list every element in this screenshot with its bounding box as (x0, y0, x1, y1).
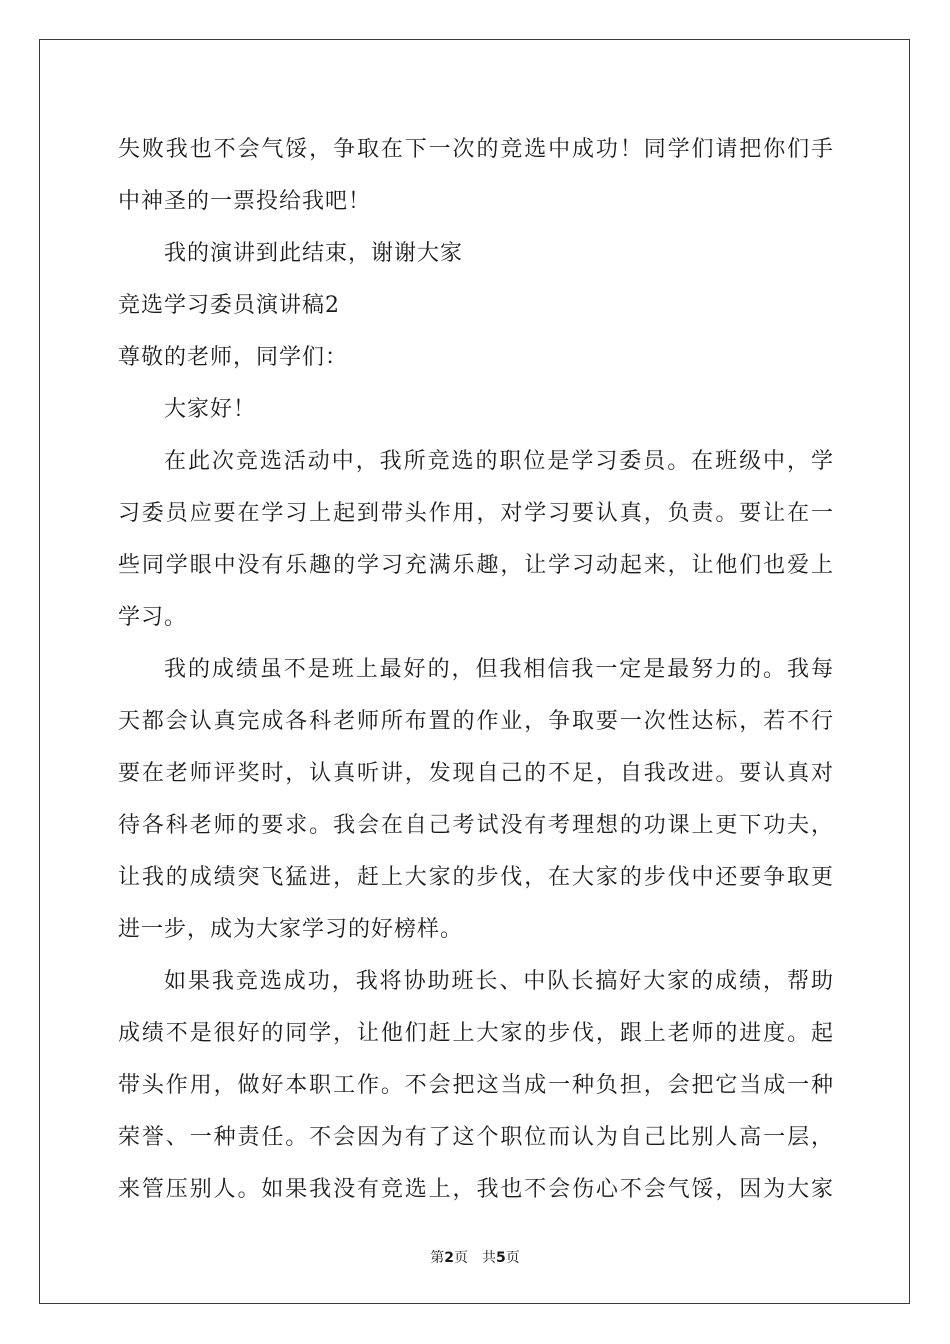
footer-page-number: 2 (444, 1250, 454, 1266)
footer-page-prefix: 第 (430, 1250, 445, 1266)
text-line: 如果我竞选成功，我将协助班长、中队长搞好大家的成绩，帮助 (164, 969, 834, 994)
text-line: 来管压别人。如果我没有竞选上，我也不会伤心不会气馁，因为大家 (118, 1177, 834, 1202)
text-line: 天都会认真完成各科老师所布置的作业，争取要一次性达标，若不行 (118, 709, 834, 734)
text-line: 学习。 (118, 605, 188, 630)
text-line: 竞选学习委员演讲稿2 (118, 293, 340, 318)
text-line: 带头作用，做好本职工作。不会把这当成一种负担，会把它当成一种 (118, 1073, 834, 1098)
footer-page-suffix: 页 (454, 1250, 468, 1266)
text-line: 尊敬的老师，同学们： (118, 345, 349, 370)
text-line: 要在老师评奖时，认真听讲，发现自己的不足，自我改进。要认真对 (118, 761, 834, 786)
text-line: 些同学眼中没有乐趣的学习充满乐趣，让学习动起来，让他们也爱上 (118, 553, 834, 578)
document-body (118, 124, 834, 1216)
text-line: 我的成绩虽不是班上最好的，但我相信我一定是最努力的。我每 (164, 657, 834, 682)
text-line: 我的演讲到此结束，谢谢大家 (164, 241, 464, 266)
text-line: 荣誉、一种责任。不会因为有了这个职位而认为自己比别人高一层， (118, 1125, 834, 1150)
text-line: 进一步，成为大家学习的好榜样。 (118, 917, 464, 942)
footer-total-pages: 5 (496, 1250, 506, 1266)
text-line: 失败我也不会气馁，争取在下一次的竞选中成功！同学们请把你们手 (118, 137, 834, 162)
page-footer (0, 1247, 950, 1267)
footer-total-prefix: 共 (482, 1250, 496, 1266)
footer-total-suffix: 页 (505, 1250, 520, 1266)
text-line: 中神圣的一票投给我吧！ (118, 189, 372, 214)
text-line: 大家好！ (164, 397, 257, 422)
text-line: 待各科老师的要求。我会在自己考试没有考理想的功课上更下功夫， (118, 813, 834, 838)
text-line: 在此次竞选活动中，我所竞选的职位是学习委员。在班级中，学 (164, 449, 834, 474)
text-line: 让我的成绩突飞猛进，赶上大家的步伐，在大家的步伐中还要争取更 (118, 865, 834, 890)
text-line: 习委员应要在学习上起到带头作用，对学习要认真，负责。要让在一 (118, 501, 834, 526)
text-line: 成绩不是很好的同学，让他们赶上大家的步伐，跟上老师的进度。起 (118, 1021, 834, 1046)
